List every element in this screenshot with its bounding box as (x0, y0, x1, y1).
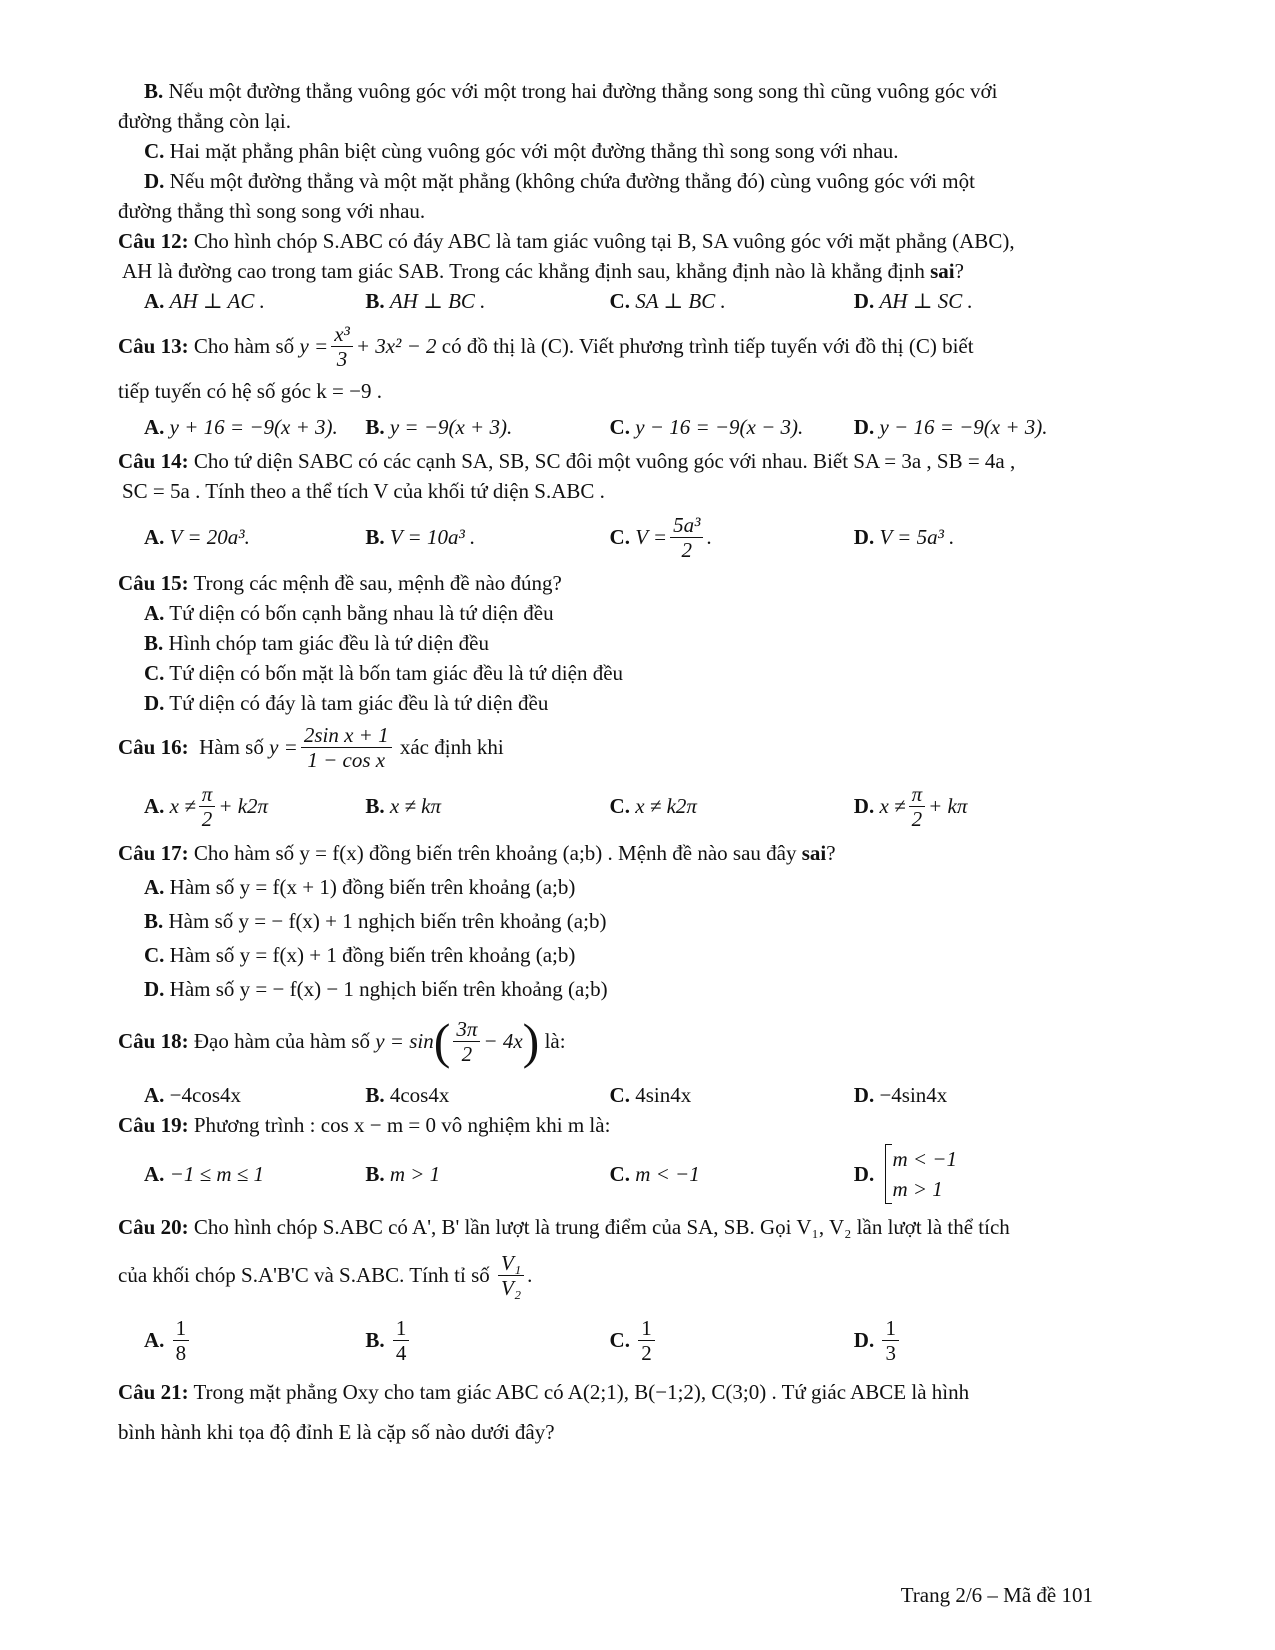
q20-option-b: B. $\frac{1}{4}$ (365, 1316, 609, 1365)
q14-stem: Câu 14: Cho tứ diện SABC có các cạnh SA, SB, SC đôi một vuông góc với nhau. Biết SA = 3a , SB = 4a , (118, 449, 1016, 473)
q21-stem-cont: bình hành khi tọa độ đỉnh E là cặp số nào dưới đây? (118, 1420, 555, 1444)
q19-option-b: m > 1 (389, 1161, 441, 1186)
q18-options: A. −4cos4x B. 4cos4x C. 4sin4x D. −4sin4x (118, 1080, 1103, 1110)
q14-option-c: C. V = $\frac{\text{5a³}}{2}$ . (609, 512, 712, 562)
right-paren: ) (522, 1013, 540, 1069)
q12-stem-cont: AH là đường cao trong tam giác SAB. Trong các khẳng định sau, khẳng định nào là khẳng định sai? (122, 259, 964, 283)
q13-option-d: y − 16 = −9(x + 3). (879, 415, 1048, 439)
q18-stem: Câu 18: Đạo hàm của hàm số y = sin ( $\frac{3\pi}{2}$ − 4x ) là: (118, 1013, 566, 1069)
q14-option-a: V = 20a³. (169, 524, 250, 549)
q15-option-d: D. Tứ diện có đáy là tam giác đều là tứ diện đều (144, 691, 549, 715)
q19-stem: Câu 19: Phương trình : cos x − m = 0 vô nghiệm khi m là: (118, 1113, 611, 1137)
q20-option-c: C. $\frac{1}{2}$ (610, 1316, 854, 1365)
q20-stem: Câu 20: Cho hình chóp S.ABC có A', B' lần lượt là trung điểm của SA, SB. Gọi V₁, V₂ lần lượt là thể tích (118, 1215, 1010, 1239)
q15-stem: Câu 15: Trong các mệnh đề sau, mệnh đề nào đúng? (118, 571, 562, 595)
q13-stem: Câu 13: Cho hàm số y = $\frac{\text{x³}}{3}$ + 3x² − 2 có đồ thị là (C). Viết phương trình tiếp tuyến với đồ thị (C) biết (118, 321, 974, 371)
q14-option-b: V = 10a³ . (389, 524, 476, 549)
q13-option-b: y = −9(x + 3). (389, 415, 513, 439)
q16-option-c: x ≠ k2π (635, 793, 697, 818)
q20-option-d: D. $\frac{1}{3}$ (854, 1316, 1103, 1365)
q18-option-b: 4cos4x (389, 1083, 450, 1107)
exam-page (118, 76, 1103, 1452)
q18-option-d: −4sin4x (879, 1083, 948, 1107)
q17-option-b: B. Hàm số y = − f(x) + 1 nghịch biến trên khoảng (a;b) (144, 909, 607, 933)
q18-option-c: 4sin4x (635, 1083, 692, 1107)
q15-option-b: B. Hình chóp tam giác đều là tứ diện đều (144, 631, 489, 655)
q12-option-a: AH ⊥ AC . (169, 289, 265, 313)
q16-option-a: A. x ≠ $\frac{\pi}{2}$ + k2π (144, 781, 269, 831)
left-paren: ( (433, 1013, 451, 1069)
q12-options: A. AH ⊥ AC . B. AH ⊥ BC . C. SA ⊥ BC . D. AH ⊥ SC . (118, 286, 1103, 316)
q11-option-d-cont: đường thẳng thì song song với nhau. (118, 199, 426, 223)
q13-options: A. y + 16 = −9(x + 3). B. y = −9(x + 3). C. y − 16 = −9(x − 3). D. y − 16 = −9(x + 3). (118, 412, 1103, 442)
q17-stem: Câu 17: Cho hàm số y = f(x) đồng biến trên khoảng (a;b) . Mệnh đề nào sau đây sai? (118, 841, 836, 865)
q12-stem: Câu 12: Cho hình chóp S.ABC có đáy ABC là tam giác vuông tại B, SA vuông góc với mặt phẳng (ABC), (118, 229, 1015, 253)
q12-option-d: AH ⊥ SC . (879, 289, 973, 313)
q13-fraction: $\frac{\text{x³}}{3}$ (331, 322, 353, 371)
q17-option-c: C. Hàm số y = f(x) + 1 đồng biến trên khoảng (a;b) (144, 943, 576, 967)
q19-option-a: −1 ≤ m ≤ 1 (169, 1161, 265, 1186)
q13-option-a: y + 16 = −9(x + 3). (169, 415, 338, 439)
q14-options: A. V = 20a³. B. V = 10a³ . C. V = $\frac{\text{5a³}}{2}$ . D. V = 5a³ . (144, 512, 955, 562)
q16-fraction: $\frac{\text{2sin x + 1}}{\text{1 − cos x}}$ (301, 723, 392, 772)
q15-option-c: C. Tứ diện có bốn mặt là bốn tam giác đều là tứ diện đều (144, 661, 624, 685)
q11-option-d: D. Nếu một đường thẳng và một mặt phẳng (không chứa đường thẳng đó) cùng vuông góc với một (144, 169, 975, 193)
q12-option-c: SA ⊥ BC . (635, 289, 726, 313)
q17-option-a: A. Hàm số y = f(x + 1) đồng biến trên khoảng (a;b) (144, 875, 576, 899)
q16-options: A. x ≠ $\frac{\pi}{2}$ + k2π B. x ≠ kπ C. x ≠ k2π D. x ≠ $\frac{\pi}{2}$ + kπ (118, 776, 1103, 836)
q20-stem-cont: của khối chóp S.A'B'C và S.ABC. Tính tỉ số $\frac{\text{V₁}}{\text{V₂}}$ . (118, 1250, 533, 1300)
q11-option-b-cont: đường thẳng còn lại. (118, 109, 291, 133)
q20-options (118, 1308, 1103, 1372)
q17-option-d: D. Hàm số y = − f(x) − 1 nghịch biến trên khoảng (a;b) (144, 977, 608, 1001)
q13-stem-cont: tiếp tuyến có hệ số góc k = −9 . (118, 379, 382, 403)
q15-option-a: A. Tứ diện có bốn cạnh bằng nhau là tứ diện đều (144, 601, 554, 625)
q12-option-b: AH ⊥ BC . (389, 289, 486, 313)
page-footer: Trang 2/6 – Mã đề 101 (900, 1583, 1093, 1607)
q14-stem-cont: SC = 5a . Tính theo a thể tích V của khối tứ diện S.ABC . (122, 479, 605, 503)
q11-option-b: B. Nếu một đường thẳng vuông góc với một trong hai đường thẳng song song thì cũng vuông góc với (144, 79, 998, 103)
q16-option-d: D. x ≠ $\frac{\pi}{2}$ + kπ (853, 781, 968, 831)
q20-option-a: A. $\frac{1}{8}$ (144, 1316, 365, 1365)
q18-option-a: −4cos4x (169, 1083, 242, 1107)
q19-options: A. −1 ≤ m ≤ 1 B. m > 1 C. m < −1 D. m < −1 m > 1 (118, 1140, 1103, 1208)
q11-option-c: C. Hai mặt phẳng phân biệt cùng vuông góc với một đường thẳng thì song song với nhau. (144, 139, 899, 163)
q16-stem: Câu 16: Hàm số y = $\frac{\text{2sin x + 1}}{\text{1 − cos x}}$ xác định khi (118, 722, 504, 772)
q19-option-c: m < −1 (635, 1161, 700, 1186)
q21-stem: Câu 21: Trong mặt phẳng Oxy cho tam giác ABC có A(2;1), B(−1;2), C(3;0) . Tứ giác ABCE là hình (118, 1380, 970, 1404)
q19-option-d: D. m < −1 m > 1 (854, 1144, 1103, 1204)
q13-option-c: y − 16 = −9(x − 3). (635, 415, 804, 439)
q14-option-d: V = 5a³ . (879, 524, 955, 549)
q16-option-b: x ≠ kπ (389, 793, 442, 818)
